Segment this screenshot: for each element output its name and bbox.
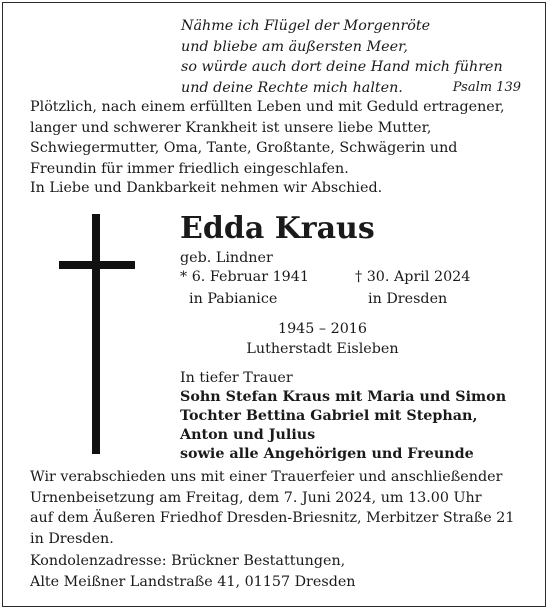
deceased-name: Edda Kraus (180, 211, 375, 246)
cross-icon (59, 214, 135, 454)
intro-paragraph (30, 97, 525, 179)
ceremony-line: in Dresden. (30, 530, 114, 547)
ceremony-line: auf dem Äußeren Friedhof Dresden-Briesnitz, Merbitzer Straße 21 (30, 510, 515, 526)
intro-line: Plötzlich, nach einem erfüllten Leben und mit Geduld ertragener, (30, 99, 505, 115)
ceremony-line: Wir verabschieden uns mit einer Trauerfeier und anschließender (30, 469, 503, 485)
poem-block (181, 16, 521, 98)
mourners-intro: In tiefer Trauer (180, 370, 293, 386)
poem-line: und bliebe am äußersten Meer, (181, 38, 408, 55)
intro-line: langer und schwerer Krankheit ist unsere liebe Mutter, (30, 119, 432, 136)
condolence-line: Kondolenzadresse: Brückner Bestattungen, (30, 553, 346, 569)
poem-source: Psalm 139 (452, 79, 521, 95)
death-place: in Dresden (368, 291, 448, 307)
farewell-line: In Liebe und Dankbarkeit nehmen wir Abschied. (30, 180, 383, 196)
life-period: 1945 – 2016 (277, 321, 367, 337)
mourner-line: Sohn Stefan Kraus mit Maria und Simon (180, 389, 507, 405)
condolence-line: Alte Meißner Landstraße 41, 01157 Dresden (30, 573, 356, 590)
mourner-line: Anton und Julius (180, 427, 316, 443)
poem-line: Nähme ich Flügel der Morgenröte (181, 18, 431, 34)
farewell-paragraph (30, 178, 525, 199)
death-date: † 30. April 2024 (355, 269, 471, 285)
intro-line: Freundin für immer friedlich eingeschlafen. (30, 160, 349, 177)
condolence-paragraph (30, 551, 525, 592)
mourner-line: sowie alle Angehörigen und Freunde (180, 446, 474, 462)
ceremony-paragraph (30, 467, 525, 549)
poem-line: und deine Rechte mich halten. (181, 79, 403, 96)
birth-place: in Pabianice (189, 291, 278, 307)
mourner-line: Tochter Bettina Gabriel mit Stephan, (180, 408, 478, 424)
maiden-name: geb. Lindner (180, 250, 273, 266)
ceremony-line: Urnenbeisetzung am Freitag, dem 7. Juni 2024, um 13.00 Uhr (30, 489, 482, 506)
poem-line: so würde auch dort deine Hand mich führen (181, 59, 503, 75)
birth-date: * 6. Februar 1941 (180, 269, 309, 285)
intro-line: Schwiegermutter, Oma, Tante, Großtante, Schwägerin und (30, 140, 458, 156)
life-period-place: Lutherstadt Eisleben (246, 341, 399, 357)
mourners-block (180, 369, 506, 464)
